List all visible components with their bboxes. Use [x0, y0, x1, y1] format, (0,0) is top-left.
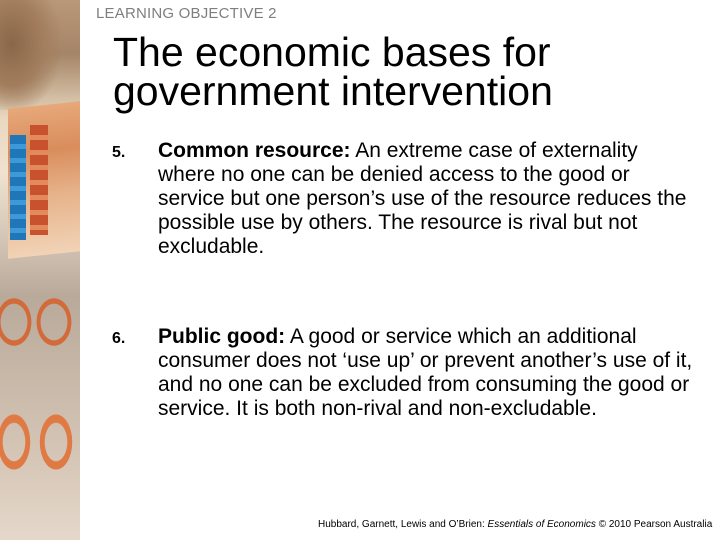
photo-book-spine-blue	[10, 135, 26, 240]
source-footer	[318, 519, 718, 530]
list-item-body	[158, 139, 698, 259]
photo-arm	[0, 0, 60, 110]
list-item-text: An extreme case of externality where no one can be denied access to the good or service but one person’s use of the resource reduces the possible use by others. The resource is rival but not excludable.	[158, 139, 687, 258]
photo-book-spine-red	[30, 125, 48, 235]
footer-copyright: © 2010 Pearson Australia	[595, 519, 713, 530]
list-item-term: Common resource:	[158, 139, 351, 162]
list-item-body	[158, 325, 698, 421]
footer-book-title: Essentials of Economics	[487, 519, 596, 530]
list-item-number: 6.	[112, 330, 126, 347]
footer-authors: Hubbard, Garnett, Lewis and O’Brien:	[318, 519, 488, 530]
learning-objective-label: LEARNING OBJECTIVE 2	[88, 2, 285, 26]
photo-cover-letters	[0, 292, 80, 532]
list-item-number: 5.	[112, 144, 126, 161]
list-item-text: A good or service which an additional consumer does not ‘use up’ or prevent another’s use of it, and no one can be excluded from consuming the good or service. It is both non-rival and non-excludable.	[158, 325, 693, 420]
slide-title: The economic bases for government intervention	[113, 29, 553, 114]
cover-photo	[0, 0, 80, 540]
list-item-term: Public good:	[158, 325, 286, 348]
